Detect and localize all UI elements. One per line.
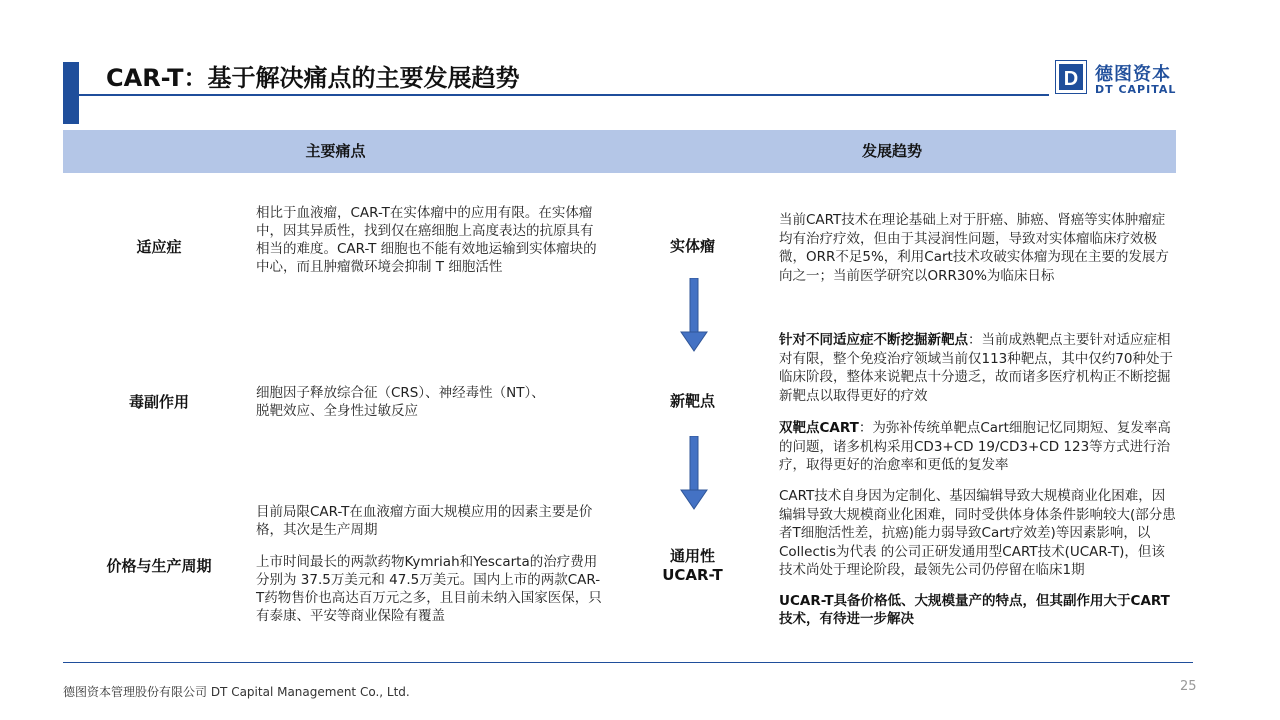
logo-name-en: DT CAPITAL — [1095, 83, 1177, 96]
title-underline — [79, 94, 1049, 96]
down-arrow-icon — [680, 278, 708, 352]
row-desc-price-cycle-text-1: 目前局限CAR-T在血液瘤方面大规模应用的因素主要是价格，其次是生产周期 — [256, 504, 593, 538]
trend-desc-new-target-p2-rest: ：为弥补传统单靶点Cart细胞记忆同期短、复发率高的问题，诸多机构采用CD3+CD 19/CD3+CD 123等方式进行治疗，取得更好的治愈率和更低的复发率 — [779, 420, 1171, 473]
trend-desc-universal-p1: CART技术自身因为定制化、基因编辑导致大规模商业化困难，因编辑导致大规模商业化困难，同时受供体身体条件影响较大(部分患者T细胞活性差，抗癌)能力弱导致Cart疗效差)等因素影响，以Collectis为代表 的公司正研发通用型CART技术(UCAR-T)，但该技术尚处于理论阶段，最领先公司仍停留在临床1期 — [779, 488, 1176, 578]
footer-company: 德图资本管理股份有限公司 DT Capital Management Co., Ltd. — [63, 685, 410, 699]
row-desc-toxicity — [256, 384, 556, 420]
row-label-indication: 适应症 — [136, 238, 182, 256]
trend-desc-solid-tumor — [779, 211, 1175, 285]
trend-label-solid-tumor: 实体瘤 — [669, 237, 715, 255]
trend-desc-new-target-p1-bold: 针对不同适应症不断挖掘新靶点 — [779, 332, 968, 348]
trend-desc-new-target-p1-rest: ：当前成熟靶点主要针对适应症相对有限，整个免疫治疗领域当前仅113种靶点，其中仅约70种处于临床阶段，整体来说靶点十分遗乏，故而诸多医疗机构正不断挖掘新靶点以取得更好的疗效 — [779, 332, 1173, 404]
row-desc-price-cycle — [256, 503, 606, 625]
trend-desc-solid-tumor-text: 当前CART技术在理论基础上对于肝癌、肺癌、肾癌等实体肿瘤症均有治疗疗效，但由于其浸润性问题，导致对实体瘤临床疗效极微，ORR不足5%，利用Cart技术攻破实体瘤为现在主要的发展方向之一；当前医学研究以ORR30%为临床日标 — [779, 212, 1169, 284]
header-pain-points: 主要痛点 — [305, 142, 366, 160]
logo-mark-letter: D — [1063, 68, 1079, 90]
table-header — [63, 130, 1176, 173]
trend-desc-new-target-p2-bold: 双靶点CART — [779, 420, 859, 436]
title-accent-bar — [63, 62, 79, 124]
footer-divider — [63, 662, 1193, 663]
row-label-price-cycle: 价格与生产周期 — [106, 557, 212, 575]
trend-desc-universal — [779, 487, 1177, 629]
dt-logo-icon — [1055, 60, 1087, 94]
row-desc-toxicity-text: 细胞因子释放综合征（CRS）、神经毒性（NT）、脱靶效应、全身性过敏反应 — [256, 385, 545, 419]
row-desc-indication — [256, 204, 606, 276]
logo-name-cn: 德图资本 — [1095, 64, 1171, 85]
trend-label-universal — [640, 547, 745, 585]
slide-title: CAR-T：基于解决痛点的主要发展趋势 — [106, 64, 520, 92]
company-logo — [1055, 60, 1180, 98]
trend-desc-new-target-p2 — [779, 419, 1175, 475]
row-label-toxicity: 毒副作用 — [128, 393, 189, 411]
trend-label-universal-line2: UCAR-T — [662, 566, 723, 584]
trend-desc-new-target-p1 — [779, 331, 1175, 405]
trend-desc-universal-p2 — [779, 592, 1177, 629]
down-arrow-icon — [680, 436, 708, 510]
trend-label-universal-line1: 通用性 — [669, 547, 715, 565]
trend-desc-universal-p2-bold: UCAR-T具备价格低、大规模量产的特点，但其副作用大于CART技术，有待进一步解决 — [779, 592, 1170, 627]
header-trends: 发展趋势 — [861, 142, 922, 160]
trend-label-new-target: 新靶点 — [669, 392, 715, 410]
page-number: 25 — [1180, 679, 1197, 694]
trend-desc-new-target — [779, 331, 1175, 475]
row-desc-price-cycle-text-2: 上市时间最长的两款药物Kymriah和Yescarta的治疗费用分别为 37.5万美元和 47.5万美元。国内上市的两款CAR-T药物售价也高达百万元之多，且目前未纳入国家医保，只有泰康、平安等商业保险有覆盖 — [256, 554, 602, 624]
row-desc-indication-text: 相比于血液瘤，CAR-T在实体瘤中的应用有限。在实体瘤中，因其异质性，找到仅在癌细胞上高度表达的抗原具有相当的难度。CAR-T 细胞也不能有效地运输到实体瘤块的中心，而且肿瘤微环境会抑制 T 细胞活性 — [256, 205, 597, 275]
